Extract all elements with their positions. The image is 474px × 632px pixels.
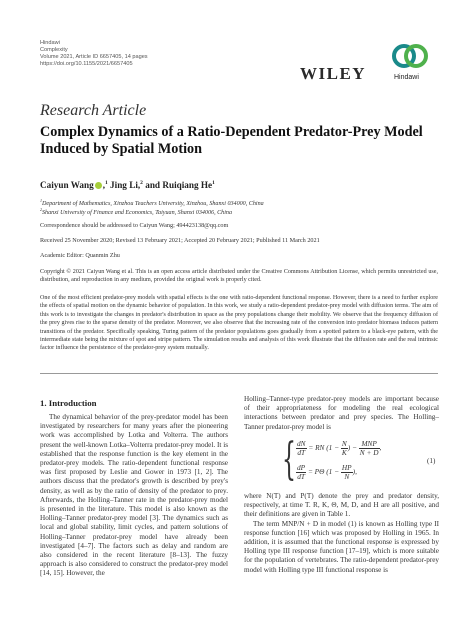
equation-1 <box>244 434 444 487</box>
paragraph: The dynamical behavior of the prey-predator model has been investigated by researchers for many years after the pioneering work was accomplished by Lotka and Volterra. The authors present the well-known Lotka–Volterra predator-prey model. It is established that the response function is the key element in the predator-prey models. The ratio-dependent functional response was first proposed by Leslie and Gower in 1973 [1, 2]. The authors discuss that the predator's growth is described by prey's density, as well as by the ratio of density of the predator to prey. Afterwards, the Holling–Tanner rate in the predator-prey model is presented in the literature. This model is also known as the Holling–Tanner predator-prey model [3]. The dynamics such as local and global stability, limit cycles, and pattern solutions of Holling–Tanner predator-prey model have already been investigated [4–7]. The factors such as delay and random are also considered in the recent literature [8–13]. The fuzzy approach is also considered to construct the predator-prey model [14, 15]. However, the <box>40 413 228 578</box>
affiliation <box>40 198 264 207</box>
author-name: Caiyun Wang <box>40 180 94 191</box>
equation-number: (1) <box>427 457 436 465</box>
publisher-name: Hindawi <box>40 40 60 46</box>
abstract: One of the most efficient predator-prey models with spatial effects is the one with ratio-dependent functional response. However, there is a need to further explore the effects of spatial motion on the dynamic behavior of population. In this work, we study a ratio-dependent predator-prey model with diffusion terms. The aim of this work is to investigate the changes in predator's distribution in space as the prey populations change their mobility. We observe that the frequency diffusion of the prey gives rise to the sparse density of the predator. Moreover, we also observe that the increasing rate of the conversion into predator biomass induces pattern transitions of the predator. Specifically speaking, Turing pattern of the predator populations goes gradually from a spotted pattern to a black-eye pattern, with the intermediate state being the mixture of spot and stripe pattern. The simulation results and analysis of this work illustrate that the diffusion rate and the real intrinsic factor influence the persistence of the predator-prey system mutually. <box>40 295 438 352</box>
academic-editor: Academic Editor: Quanmin Zhu <box>40 252 120 259</box>
right-column-bottom <box>244 492 439 575</box>
author-affiliation-sup: 1 <box>105 180 108 186</box>
section-heading: 1. Introduction <box>40 398 97 408</box>
hindawi-logo-icon <box>392 40 428 72</box>
wiley-logo: WILEY <box>300 64 367 83</box>
publication-dates: Received 25 November 2020; Revised 13 February 2021; Accepted 20 February 2021; Published 11 March 2021 <box>40 237 320 244</box>
doi-link[interactable]: https://doi.org/10.1155/2021/6657405 <box>40 61 133 67</box>
author-name: Jing Li <box>110 180 138 191</box>
paragraph: The term MNP/N + D in model (1) is known as Holling type II response function [16] which was proposed by Holling in 1965. In addition, it is assumed that the functional response is expressed by Holling type III response function [17–19], which is more suitable for the population of vertebrates. The ratio-dependent predator-prey model with Holling type III functional response is <box>244 519 439 574</box>
hindawi-logo-text: Hindawi <box>394 74 419 81</box>
article-type: Research Article <box>40 102 147 119</box>
author-affiliation-sup: 2 <box>140 180 143 186</box>
equation-line: $\frac{dN}{dT}$ = RN (1 − $\frac{N}{K}$ ) − $\frac{\text{MNP}}{N + D}$ , <box>297 439 382 457</box>
paragraph: Holling–Tanner-type predator-prey models are important because of their appropriateness for modeling the real ecological interactions between predator and prey species. The Holling–Tanner predator-prey model is <box>244 395 439 431</box>
right-column-top <box>244 395 439 432</box>
correspondence: Correspondence should be addressed to Caiyun Wang; 494423138@qq.com <box>40 222 229 229</box>
affiliation <box>40 207 232 216</box>
copyright-notice: Copyright © 2021 Caiyun Wang et al. This is an open access article distributed under the Creative Commons Attribution License, which permits unrestricted use, distribution, and reproduction in any medium, provided the original work is properly cited. <box>40 269 438 284</box>
author-name: Ruiqiang He <box>162 180 213 191</box>
author-affiliation-sup: 1 <box>212 180 215 186</box>
article-title: Complex Dynamics of a Ratio-Dependent Predator-Prey Model Induced by Spatial Motion <box>40 124 423 157</box>
equation-brace: { <box>282 434 296 485</box>
journal-name: Complexity <box>40 47 68 53</box>
divider <box>40 373 438 374</box>
author-list: Caiyun Wang ,$^1$ Jing Li,$^2$ and Ruiqiang He$^1$ <box>40 180 215 191</box>
journal-header <box>40 40 148 68</box>
volume-line: Volume 2021, Article ID 6657405, 14 pages <box>40 54 148 60</box>
equation-line: $\frac{dP}{dT}$ = PΘ (1 − $\frac{HP}{N}$ ), <box>297 463 357 481</box>
affiliation-text: Shanxi University of Finance and Economics, Taiyuan, Shanxi 034006, China <box>42 210 233 217</box>
left-column <box>40 413 228 579</box>
orcid-icon[interactable] <box>95 182 102 189</box>
affiliation-sup: 2 <box>40 207 42 212</box>
affiliation-text: Department of Mathematics, Xinzhou Teachers University, Xinzhou, Shanxi 034000, China <box>42 201 264 208</box>
paragraph: where N(T) and P(T) denote the prey and predator density, respectively, at time T. R, K, Θ, M, D, and H are all positive, and their definitions are given in Table 1. <box>244 492 439 519</box>
affiliation-sup: 1 <box>40 198 42 203</box>
author-conjunction: and <box>145 180 161 191</box>
